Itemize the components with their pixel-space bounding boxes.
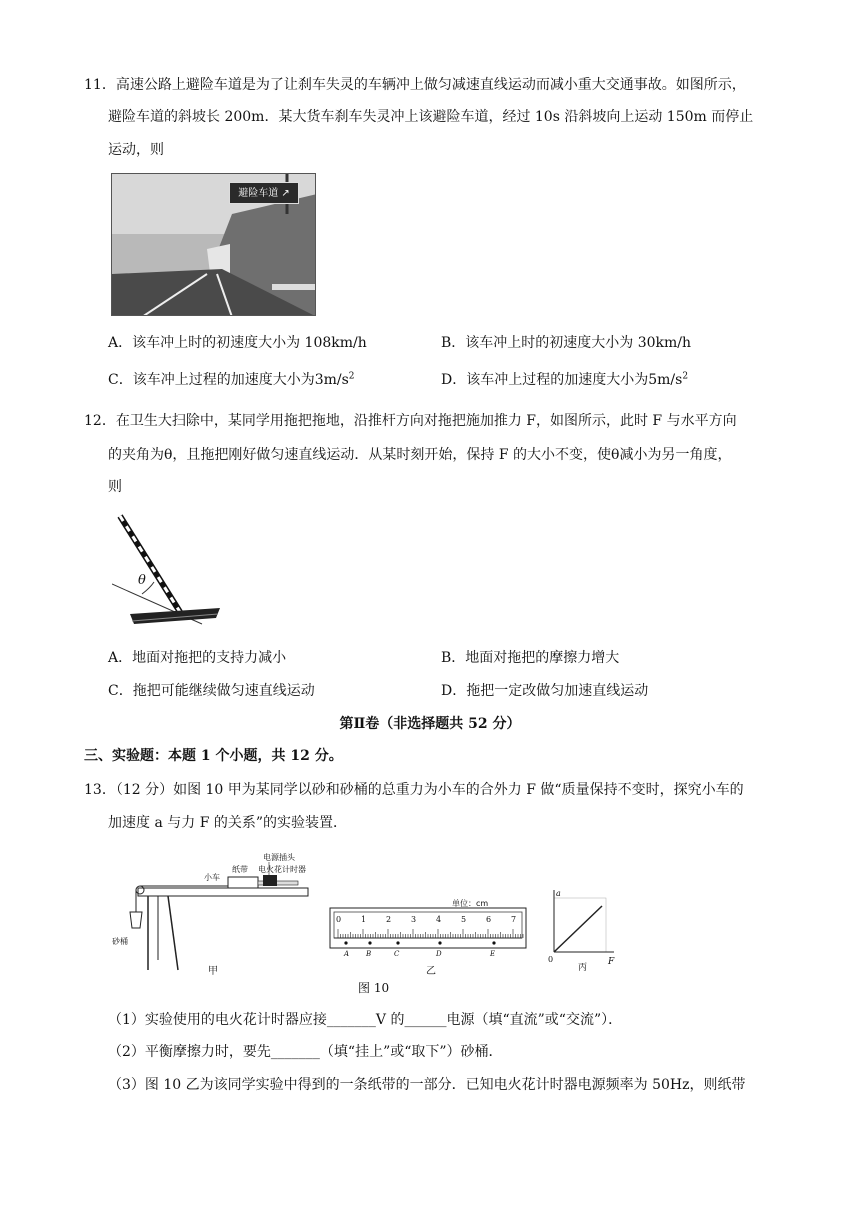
point-a-label: A: [344, 950, 350, 958]
ruler-number: 4: [436, 915, 442, 924]
q12-option-a: A．地面对拖把的支持力减小: [108, 650, 287, 666]
q12-option-d: D．拖把一定改做匀加速直线运动: [441, 683, 649, 699]
q11-option-d-text: D．该车冲上过程的加速度大小为5m/s: [441, 372, 683, 388]
figure-10: [108, 850, 628, 1000]
q12-option-c: C．拖把可能继续做匀速直线运动: [108, 683, 315, 699]
section2-title: 第Ⅱ卷（非选择题共 52 分）: [339, 716, 521, 732]
q12-line1: 12．在卫生大扫除中，某同学用拖把拖地，沿推杆方向对拖把施加推力 F，如图所示，此时 F 与水平方向: [84, 413, 737, 429]
tape-dot: [368, 941, 371, 944]
q13-line2: 加速度 a 与力 F 的关系”的实验装置．: [108, 815, 348, 831]
label-jia: 甲: [208, 966, 218, 977]
q13-line1: 13．（12 分）如图 10 甲为某同学以砂和砂桶的总重力为小车的合外力 F 做“质量保持不变时，探究小车的: [84, 782, 744, 798]
cart-label: 小车: [204, 873, 220, 882]
q11-option-d: [441, 370, 688, 390]
ruler-number: 0: [336, 915, 342, 924]
point-e-label: E: [490, 950, 496, 958]
apparatus-diagram: [112, 852, 308, 977]
q11-line3: 运动，则: [108, 142, 164, 158]
q13-sub3: （3）图 10 乙为该同学实验中得到的一条纸带的一部分．已知电火花计时器电源频率为 50Hz，则纸带: [108, 1077, 746, 1093]
q12-option-b: B．地面对拖把的摩擦力增大: [441, 650, 620, 666]
power-plug-label: 电源插头: [263, 853, 295, 862]
label-bing: 丙: [578, 963, 588, 973]
label-yi: 乙: [426, 966, 436, 977]
tape-dot: [396, 941, 399, 944]
tape-dot: [438, 941, 441, 944]
ruler-tape-diagram: [330, 898, 526, 977]
q11-line2: 避险车道的斜坡长 200m．某大货车刹车失灵冲上该避险车道，经过 10s 沿斜坡向上运动 150m 而停止: [108, 109, 754, 125]
q13-sub2: （2）平衡摩擦力时，要先_______（填“挂上”或“取下”）砂桶．: [108, 1044, 503, 1060]
section3-heading: 三、实验题：本题 1 个小题，共 12 分。: [84, 748, 343, 764]
timer-label: 电火花计时器: [258, 865, 306, 874]
theta-label: θ: [138, 573, 146, 588]
q11-option-c-text: C．该车冲上过程的加速度大小为3m/s: [108, 372, 349, 388]
tape-dot: [492, 941, 495, 944]
point-d-label: D: [436, 950, 442, 958]
tape-dot: [344, 941, 347, 944]
ruler-number: 2: [386, 915, 392, 924]
escape-lane-sign: 避险车道 ↗: [229, 182, 299, 204]
point-b-label: B: [366, 950, 372, 958]
ruler-number: 6: [486, 915, 492, 924]
figure-caption: 图 10: [358, 981, 390, 995]
tape-label: 纸带: [232, 865, 248, 874]
q13-sub1: （1）实验使用的电火花计时器应接_______V 的______电源（填“直流”或“交流”）．: [108, 1012, 623, 1028]
point-c-label: C: [394, 950, 400, 958]
ruler-number: 1: [361, 915, 367, 924]
mop-figure: [112, 512, 224, 630]
ruler-number: 3: [411, 915, 417, 924]
bucket-label: 砂桶: [112, 937, 128, 946]
q11-option-c: [108, 370, 355, 390]
axis-f-label: F: [608, 957, 615, 967]
q11-option-c-exponent: 2: [348, 371, 355, 382]
ruler-number: 7: [511, 915, 517, 924]
escape-lane-photo: [111, 173, 316, 316]
q11-option-d-exponent: 2: [682, 371, 689, 382]
q12-line3: 则: [108, 479, 122, 495]
unit-label: 单位：cm: [452, 899, 489, 908]
ruler-number: 5: [461, 915, 467, 924]
a-f-graph: [548, 889, 615, 973]
q11-line1: 11．高速公路上避险车道是为了让刹车失灵的车辆冲上做匀减速直线运动而减小重大交通事故。如图所示，: [84, 77, 746, 93]
origin-label: 0: [548, 955, 554, 964]
q11-option-a: A．该车冲上时的初速度大小为 108km/h: [108, 335, 367, 351]
q11-option-b: B．该车冲上时的初速度大小为 30km/h: [441, 335, 692, 351]
axis-a-label: a: [556, 889, 561, 898]
q12-line2: 的夹角为θ，且拖把刚好做匀速直线运动．从某时刻开始，保持 F 的大小不变，使θ减小为另一角度，: [108, 447, 732, 463]
